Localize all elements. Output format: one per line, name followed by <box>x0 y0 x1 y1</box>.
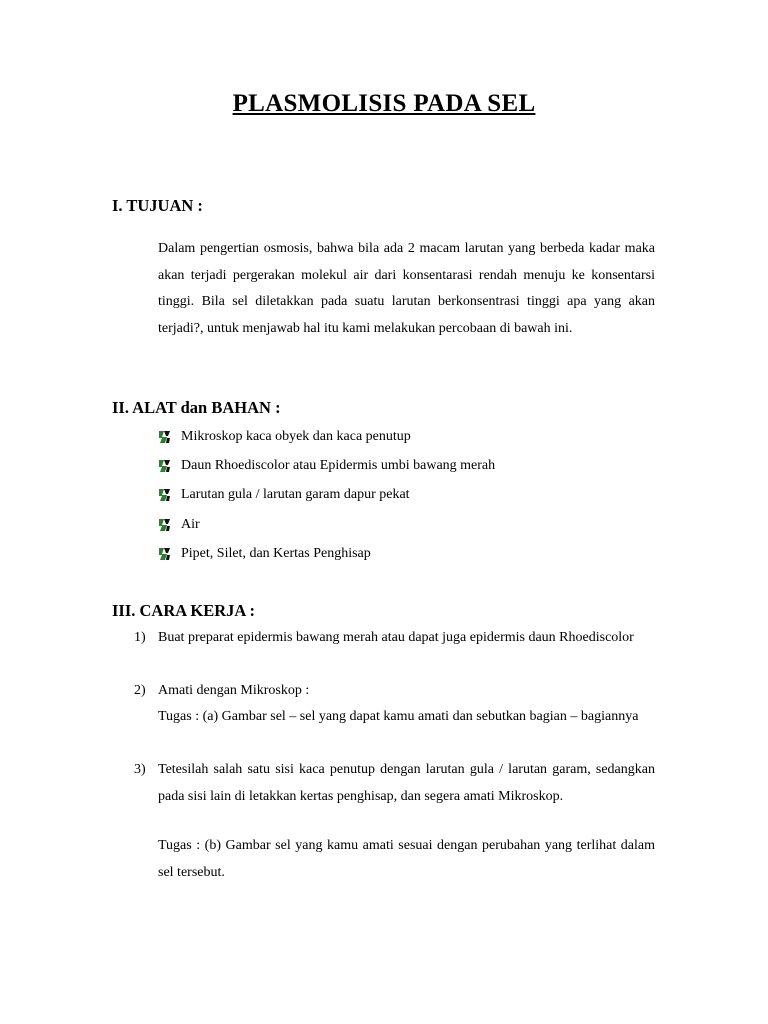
step-task: Tugas : (a) Gambar sel – sel yang dapat kamu amati dan sebutkan bagian – bagiannya <box>158 709 639 724</box>
ornamental-bullet-icon <box>158 518 171 532</box>
list-item-text: Air <box>181 517 200 532</box>
step-text: Amati dengan Mikroskop : <box>158 683 310 698</box>
section-cara-kerja-heading: III. CARA KERJA : <box>112 601 256 620</box>
ornamental-bullet-icon <box>158 547 171 561</box>
step-text: Buat preparat epidermis bawang merah atau dapat juga epidermis daun Rhoediscolor <box>158 630 634 645</box>
step-number: 3) <box>134 762 146 777</box>
list-item-text: Larutan gula / larutan garam dapur pekat <box>181 487 410 502</box>
list-item <box>158 455 495 477</box>
list-item-text: Mikroskop kaca obyek dan kaca penutup <box>181 429 411 444</box>
ornamental-bullet-icon <box>158 488 171 502</box>
document-title: PLASMOLISIS PADA SEL <box>232 90 536 117</box>
section-tujuan-heading: I. TUJUAN : <box>112 196 203 215</box>
list-item-text: Pipet, Silet, dan Kertas Penghisap <box>181 546 371 561</box>
list-item <box>158 426 411 448</box>
section-alat-bahan-heading: II. ALAT dan BAHAN : <box>112 398 281 417</box>
list-item <box>158 543 371 565</box>
list-item <box>158 484 410 506</box>
ornamental-bullet-icon <box>158 459 171 473</box>
tujuan-paragraph: Dalam pengertian osmosis, bahwa bila ada 2 macam larutan yang berbeda kadar maka akan terjadi pergerakan molekul air dari konsentarasi rendah menuju ke konsentarsi tinggi. Bila sel diletakkan pada suatu larutan berkonsentrasi tinggi apa yang akan terjadi?, untuk menjawab hal itu kami melakukan percobaan di bawah ini. <box>158 241 655 336</box>
list-item <box>158 514 200 536</box>
step-number: 1) <box>134 630 146 645</box>
step-task: Tugas : (b) Gambar sel yang kamu amati sesuai dengan perubahan yang terlihat dalam sel tersebut. <box>158 838 655 880</box>
ornamental-bullet-icon <box>158 430 171 444</box>
step-text: Tetesilah salah satu sisi kaca penutup dengan larutan gula / larutan garam, sedangkan pada sisi lain di letakkan kertas penghisap, dan segera amati Mikroskop. <box>158 762 655 804</box>
list-item-text: Daun Rhoediscolor atau Epidermis umbi bawang merah <box>181 458 496 473</box>
step-number: 2) <box>134 683 146 698</box>
